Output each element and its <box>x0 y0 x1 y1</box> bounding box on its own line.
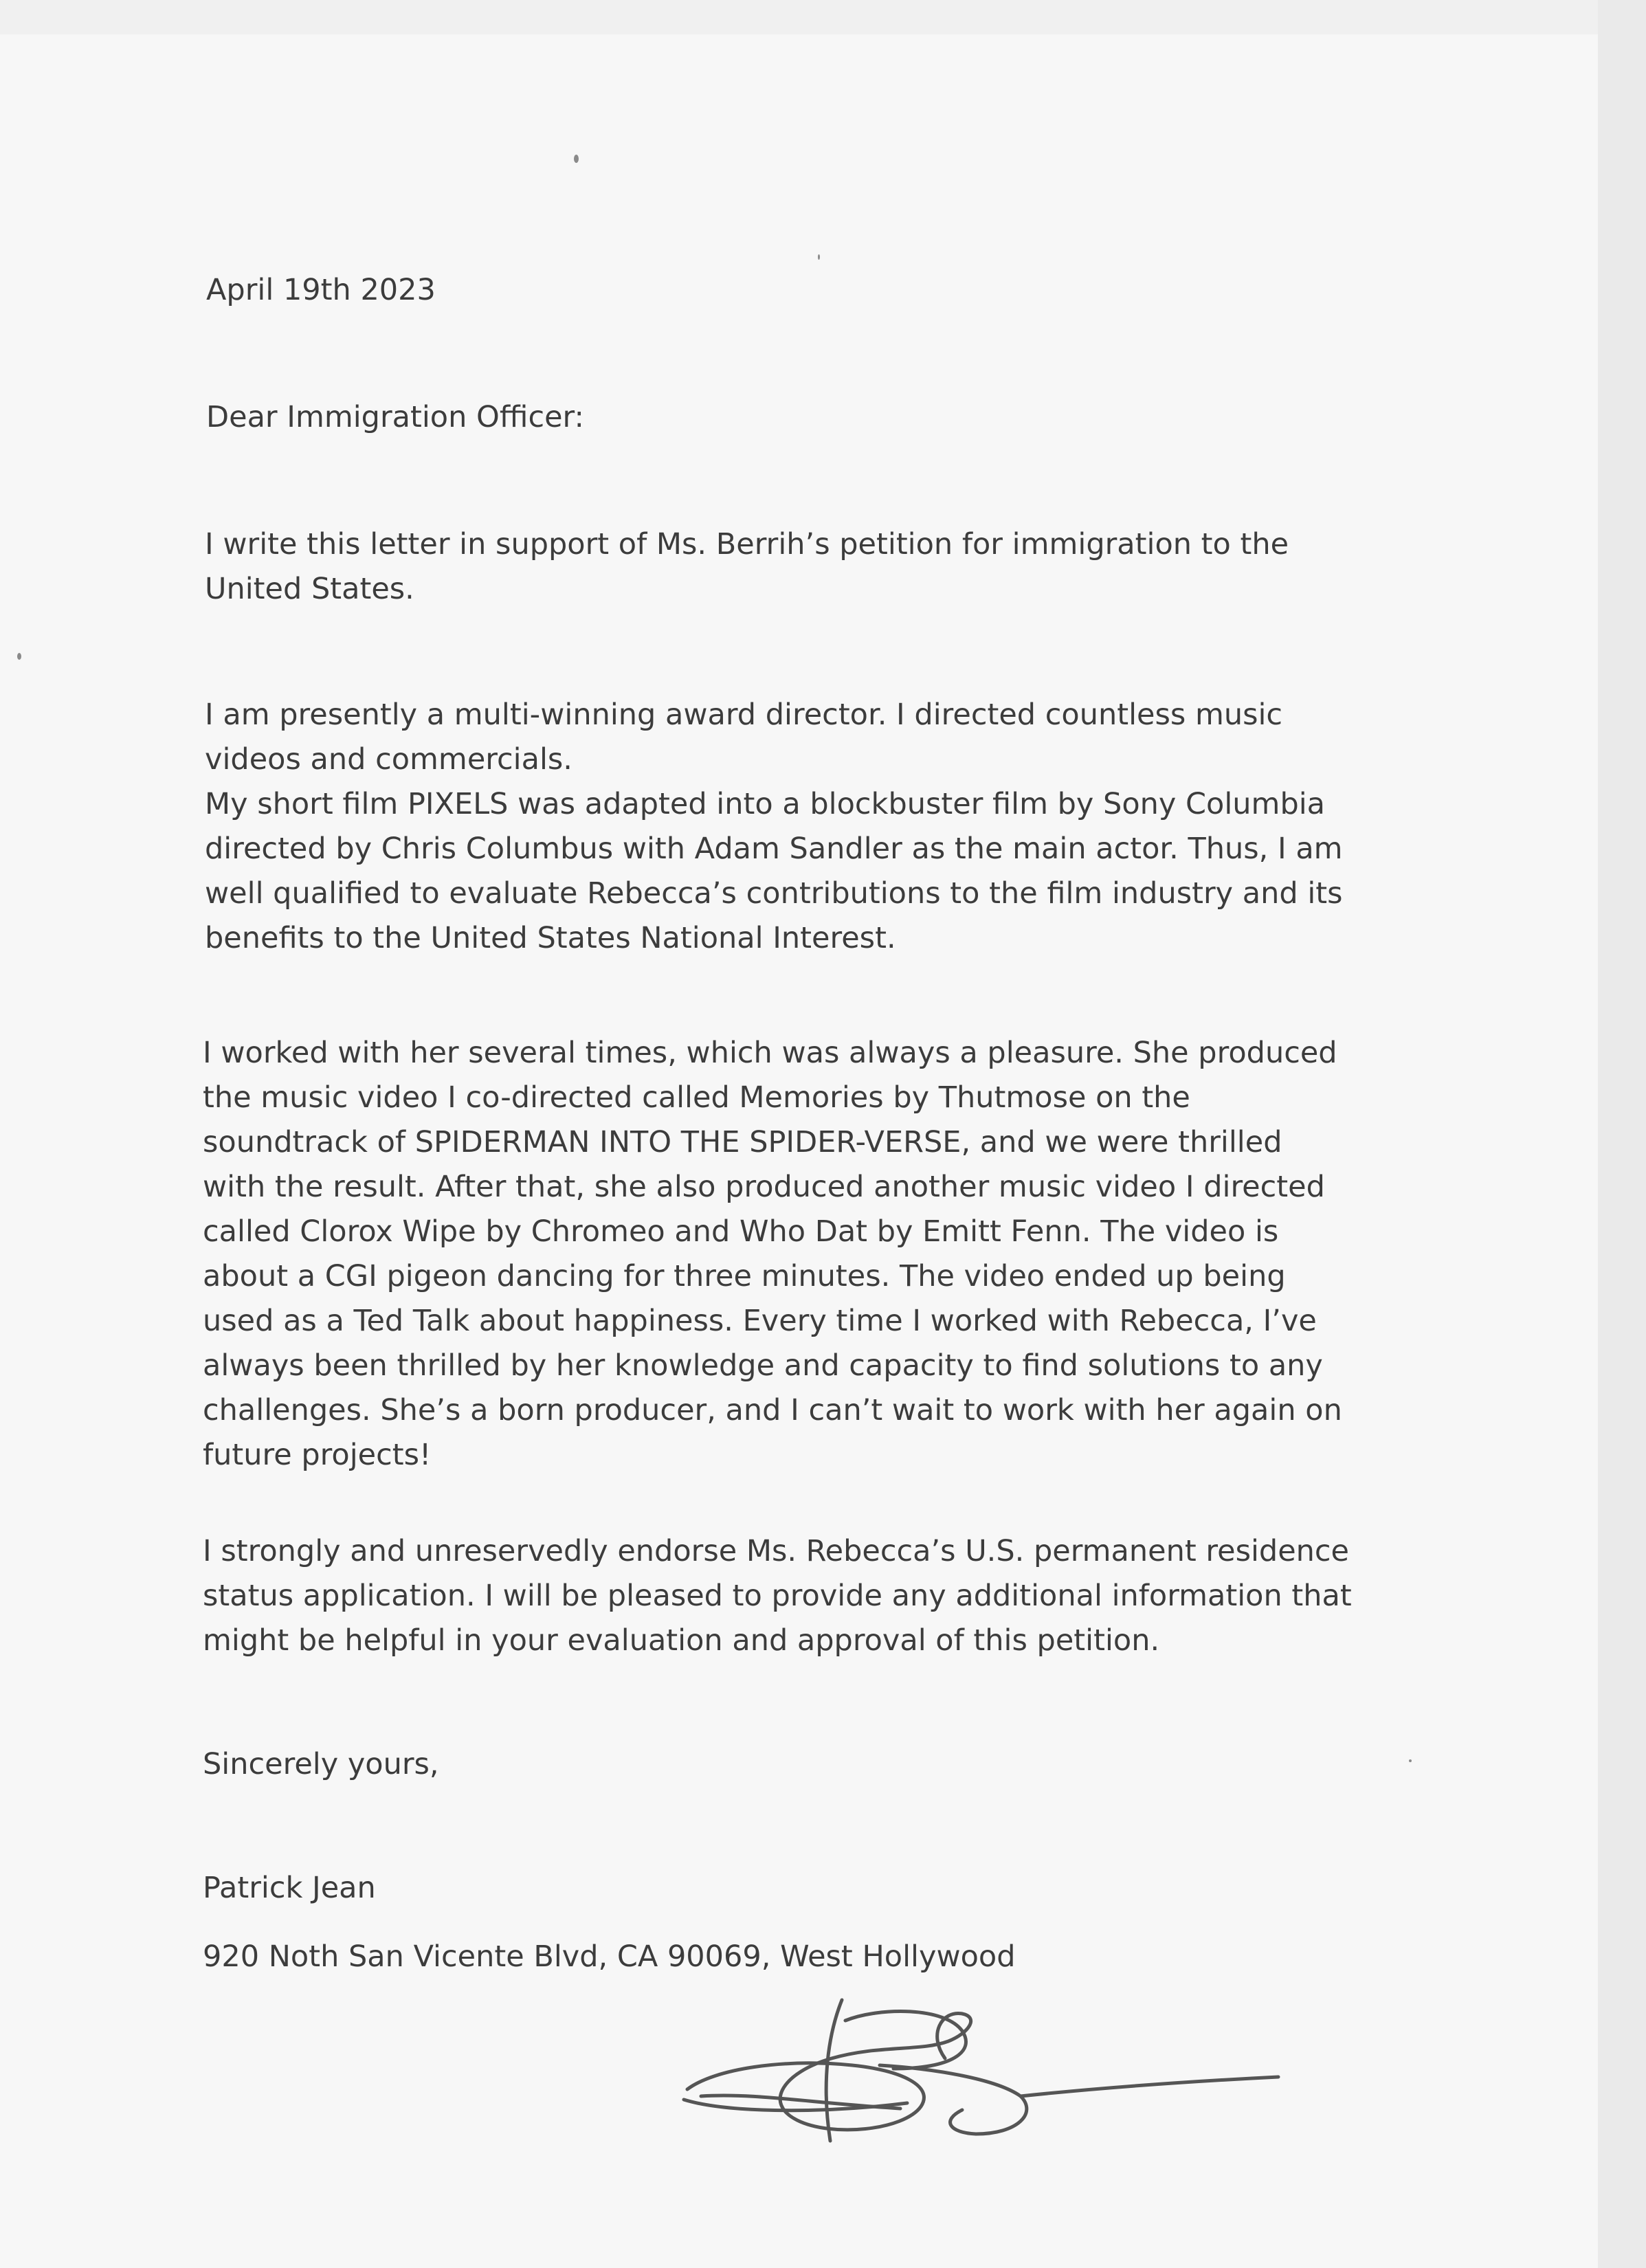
scan-speck <box>818 254 820 260</box>
paragraph-line: future projects! <box>203 1438 432 1472</box>
paragraph-line: soundtrack of SPIDERMAN INTO THE SPIDER-VERSE, and we were thrilled <box>203 1125 1282 1159</box>
scan-speck <box>574 155 579 163</box>
paragraph-line: well qualified to evaluate Rebecca’s contributions to the film industry and its <box>205 876 1343 911</box>
letter-paragraph-credentials <box>205 693 1442 961</box>
paragraph-line: I strongly and unreservedly endorse Ms. Rebecca’s U.S. permanent residence <box>203 1534 1350 1568</box>
letter-page <box>0 34 1598 2268</box>
paragraph-line: called Clorox Wipe by Chromeo and Who Dat by Emitt Fenn. The video is <box>203 1214 1279 1249</box>
signer-address: 920 Noth San Vicente Blvd, CA 90069, West Hollywood <box>203 1939 1016 1974</box>
paragraph-line: directed by Chris Columbus with Adam Sandler as the main actor. Thus, I am <box>205 832 1343 866</box>
paragraph-line: I write this letter in support of Ms. Berrih’s petition for immigration to the <box>205 527 1289 562</box>
paragraph-line: the music video I co-directed called Memories by Thutmose on the <box>203 1080 1190 1115</box>
letter-paragraph-experience <box>203 1031 1440 1478</box>
paragraph-line: about a CGI pigeon dancing for three minutes. The video ended up being <box>203 1259 1286 1293</box>
handwritten-signature <box>674 1993 1292 2151</box>
paragraph-line: benefits to the United States National Interest. <box>205 921 896 955</box>
scan-speck <box>17 653 21 660</box>
paragraph-line: I worked with her several times, which was always a pleasure. She produced <box>203 1036 1337 1070</box>
signer-name: Patrick Jean <box>203 1871 376 1905</box>
letter-paragraph-endorsement <box>203 1529 1440 1663</box>
paragraph-line: used as a Ted Talk about happiness. Every time I worked with Rebecca, I’ve <box>203 1304 1317 1338</box>
paragraph-line: My short film PIXELS was adapted into a blockbuster film by Sony Columbia <box>205 787 1326 821</box>
letter-paragraph-intro <box>205 522 1442 612</box>
paragraph-line: always been thrilled by her knowledge and capacity to find solutions to any <box>203 1348 1323 1383</box>
paragraph-line: I am presently a multi-winning award director. I directed countless music <box>205 698 1283 732</box>
scan-edge <box>1598 0 1646 2268</box>
letter-date: April 19th 2023 <box>206 273 436 307</box>
paragraph-line: with the result. After that, she also produced another music video I directed <box>203 1170 1325 1204</box>
paragraph-line: challenges. She’s a born producer, and I can’t wait to work with her again on <box>203 1393 1342 1427</box>
paragraph-line: might be helpful in your evaluation and approval of this petition. <box>203 1623 1160 1658</box>
paragraph-line: status application. I will be pleased to provide any additional information that <box>203 1579 1352 1613</box>
paragraph-line: United States. <box>205 572 414 606</box>
letter-closing: Sincerely yours, <box>203 1747 439 1781</box>
letter-salutation: Dear Immigration Officer: <box>206 400 584 434</box>
paragraph-line: videos and commercials. <box>205 742 572 777</box>
